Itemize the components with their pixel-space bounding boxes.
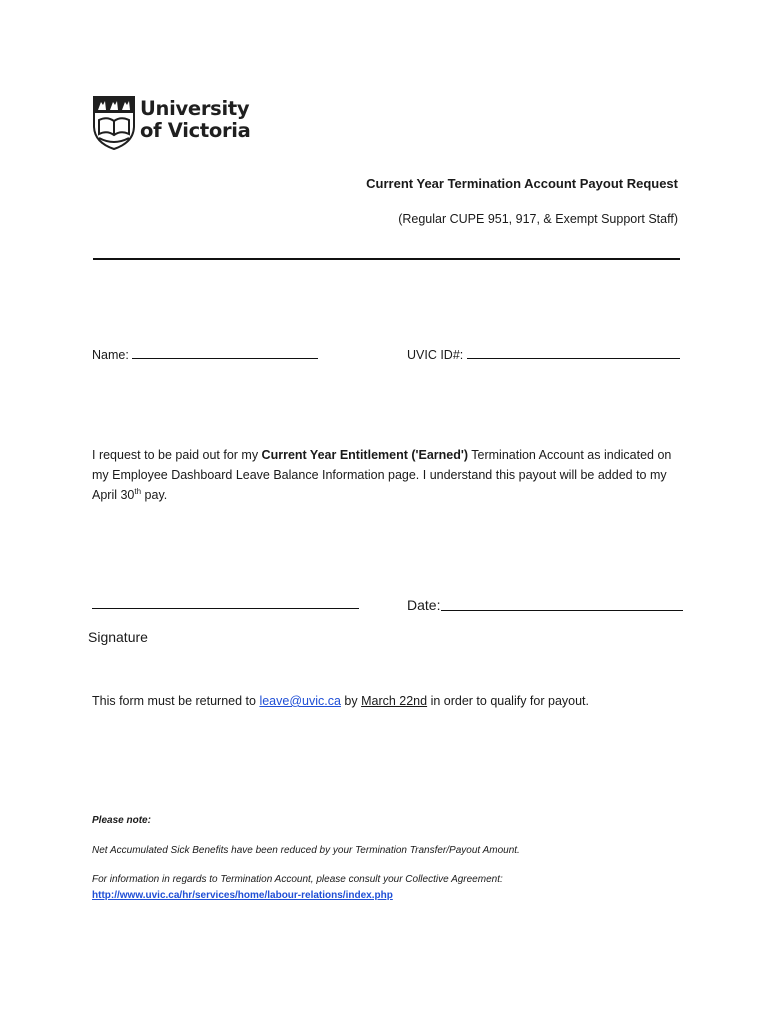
logo-line-1: University [140, 97, 250, 120]
return-text-3: in order to qualify for payout. [427, 694, 589, 708]
header-divider [93, 258, 680, 260]
name-label: Name: [92, 348, 129, 362]
name-input-line[interactable] [132, 346, 318, 359]
uvic-id-field [407, 346, 680, 362]
uvic-id-label: UVIC ID#: [407, 348, 464, 362]
return-instructions [92, 694, 589, 708]
request-paragraph [92, 445, 682, 505]
form-title: Current Year Termination Account Payout Request [366, 176, 678, 191]
form-subtitle: (Regular CUPE 951, 917, & Exempt Support Staff) [398, 212, 678, 226]
return-text-1: This form must be returned to [92, 694, 260, 708]
notes-line-2: For information in regards to Termination Account, please consult your Collective Agreement: [92, 874, 503, 885]
signature-label: Signature [88, 629, 148, 645]
return-text-2: by [340, 694, 362, 708]
notes-heading: Please note: [92, 815, 151, 826]
request-text-3: pay. [141, 488, 168, 502]
university-logo [93, 96, 251, 152]
uvic-id-input-line[interactable] [467, 346, 680, 359]
logo-line-2: of Victoria [140, 119, 251, 142]
request-text-1: I request to be paid out for my [92, 448, 262, 462]
logo-wordmark [140, 98, 251, 142]
uvic-crest-icon [93, 96, 135, 150]
date-input-line[interactable] [441, 610, 683, 611]
request-text-bold: Current Year Entitlement ('Earned') [261, 448, 469, 462]
request-text-2: Termination Account as indicated on my Employee Dashboard Leave Balance Information page. I understand this payout will be added to my April 30 [92, 448, 672, 502]
request-superscript: th [134, 486, 142, 496]
labour-relations-link[interactable]: http://www.uvic.ca/hr/services/home/labour-relations/index.php [92, 890, 393, 901]
date-label: Date: [407, 597, 441, 613]
notes-line-1: Net Accumulated Sick Benefits have been reduced by your Termination Transfer/Payout Amount. [92, 845, 520, 856]
signature-line[interactable] [92, 608, 359, 609]
email-link[interactable]: leave@uvic.ca [259, 694, 341, 708]
name-field [92, 346, 318, 362]
deadline-text: March 22nd [361, 694, 428, 708]
